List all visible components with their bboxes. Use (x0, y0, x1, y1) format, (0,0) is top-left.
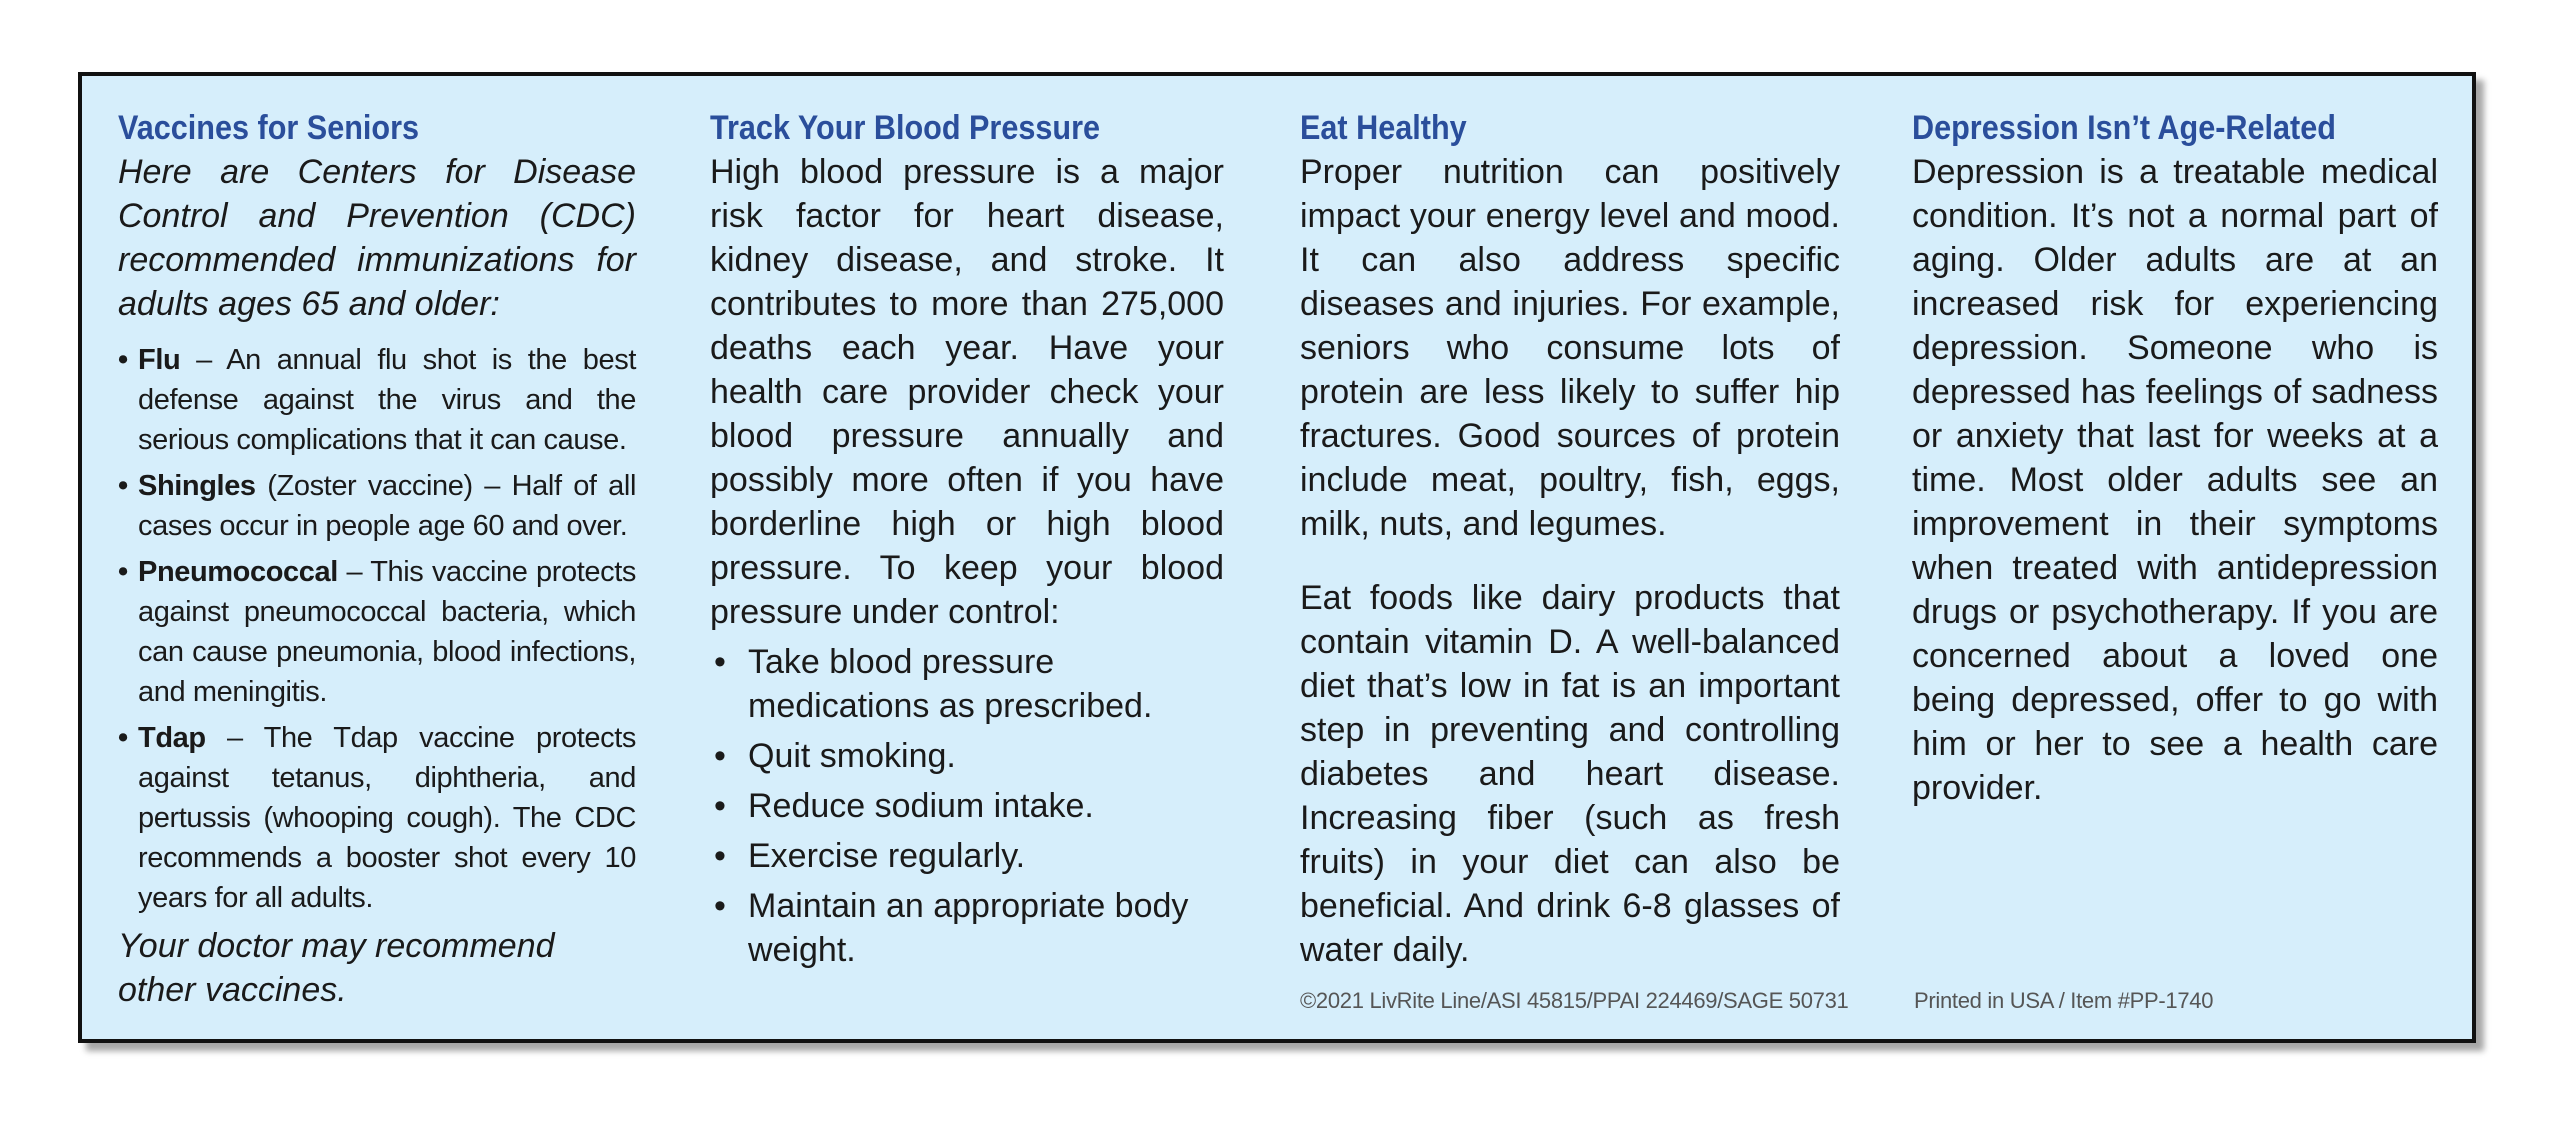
eat-healthy-paragraph-1: Proper nutrition can positively impact your energy level and mood. It can also address specific diseases and injuries. For example, seniors who consume lots of protein are less likely to suffer hip fractures. Good sources of protein include meat, poultry, fish, eggs, milk, nuts, and legumes. (1300, 153, 1840, 543)
bullet-text: Maintain an appropriate body weight. (748, 887, 1189, 969)
info-panel (78, 72, 2476, 1043)
blood-pressure-section (710, 106, 1224, 978)
bullet-icon: • (118, 556, 128, 588)
list-item (710, 640, 1224, 728)
blood-pressure-list (710, 640, 1224, 972)
vaccine-description: – The Tdap vaccine protects against tetanus, diphtheria, and pertussis (whooping cough). The CDC recommends a booster shot every 10 years for all adults. (138, 722, 636, 914)
bullet-text: Take blood pressure medications as prescribed. (748, 643, 1153, 725)
vaccines-list (118, 340, 636, 918)
vaccines-outro: Your doctor may recommend other vaccines. (118, 927, 555, 1009)
bullet-text: Quit smoking. (748, 737, 956, 775)
bullet-text: Reduce sodium intake. (748, 787, 1094, 825)
eat-healthy-paragraph-2: Eat foods like dairy products that contain vitamin D. A well-balanced diet that’s low in fat is an important step in preventing and controlling diabetes and heart disease. Increasing fiber (such as fresh fruits) in your diet can also be beneficial. And drink 6-8 glasses of water daily. (1300, 579, 1840, 969)
vaccine-term: Tdap (138, 722, 206, 754)
eat-healthy-section (1300, 106, 1840, 972)
bullet-icon: • (118, 722, 128, 754)
vaccine-term: Flu (138, 344, 181, 376)
bullet-icon: • (714, 887, 726, 925)
vaccine-description: – This vaccine protects against pneumococcal bacteria, which can cause pneumonia, blood infections, and meningitis. (138, 556, 636, 708)
vaccine-description: – An annual flu shot is the best defense against the virus and the serious complications that it can cause. (138, 344, 636, 456)
bullet-icon: • (714, 787, 726, 825)
vaccines-heading: Vaccines for Seniors (118, 109, 420, 147)
copyright-text: ©2021 LivRite Line/ASI 45815/PPAI 224469/SAGE 50731 (1300, 988, 1849, 1013)
list-item (118, 340, 636, 460)
vaccine-description: (Zoster vaccine) – Half of all cases occur in people age 60 and over. (138, 470, 636, 542)
vaccines-section (118, 106, 636, 1012)
bullet-icon: • (714, 837, 726, 875)
bullet-icon: • (118, 344, 128, 376)
printed-in-text: Printed in USA / Item #PP-1740 (1914, 988, 2214, 1013)
depression-body: Depression is a treatable medical condition. It’s not a normal part of aging. Older adults are at an increased risk for experiencing depression. Someone who is depressed has feelings of sadness or anxiety that last for weeks at a time. Most older adults see an improvement in their symptoms when treated with antidepression drugs or psychotherapy. If you are concerned about a loved one being depressed, offer to go with him or her to see a health care provider. (1912, 153, 2438, 807)
list-item (118, 466, 636, 546)
list-item (118, 718, 636, 918)
eat-healthy-heading: Eat Healthy (1300, 109, 1467, 147)
blood-pressure-body: High blood pressure is a major risk factor for heart disease, kidney disease, and stroke. It contributes to more than 275,000 deaths each year. Have your health care provider check your blood pressure annually and possibly more often if you have borderline high or high blood pressure. To keep your blood pressure under control: (710, 153, 1224, 631)
list-item (710, 784, 1224, 828)
bullet-icon: • (714, 737, 726, 775)
bullet-icon: • (714, 643, 726, 681)
list-item (118, 552, 636, 712)
vaccines-intro: Here are Centers for Disease Control and Prevention (CDC) recommended immunizations for adults ages 65 and older: (118, 153, 636, 323)
list-item (710, 884, 1224, 972)
bullet-icon: • (118, 470, 128, 502)
blood-pressure-heading: Track Your Blood Pressure (710, 109, 1101, 147)
vaccine-term: Pneumococcal (138, 556, 338, 588)
vaccine-term: Shingles (138, 470, 256, 502)
list-item (710, 734, 1224, 778)
depression-section (1912, 106, 2438, 810)
bullet-text: Exercise regularly. (748, 837, 1026, 875)
list-item (710, 834, 1224, 878)
depression-heading: Depression Isn’t Age-Related (1912, 109, 2336, 147)
